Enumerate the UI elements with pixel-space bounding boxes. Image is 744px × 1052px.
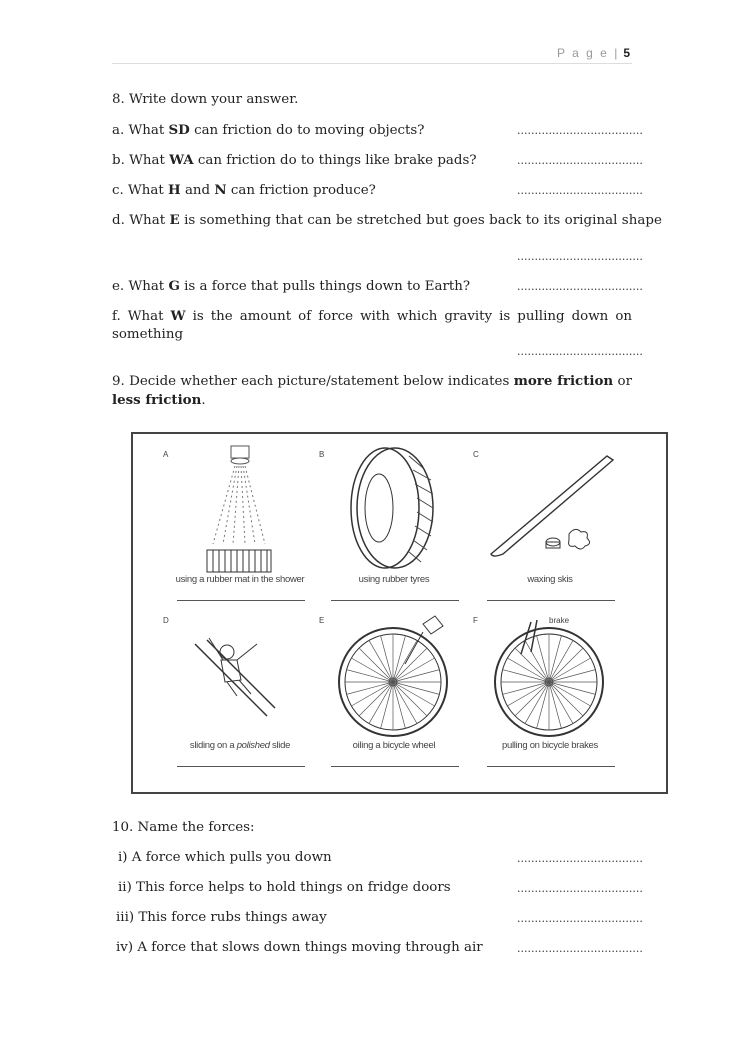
answer-blank-8d[interactable]: .................................... — [517, 250, 643, 263]
answer-blank-8c[interactable]: .................................... — [517, 184, 643, 197]
wheel-spoke — [503, 670, 549, 682]
panel-e-letter: E — [319, 616, 325, 625]
q8-item-b: b. What WA can friction do to things like brake pads? — [112, 152, 477, 168]
q10-title: 10. Name the forces: — [112, 820, 255, 835]
friction-pictures-figure — [131, 432, 668, 794]
wheel-spoke — [503, 682, 549, 694]
q10-item-ii: ii) This force helps to hold things on fridge doors — [118, 880, 451, 895]
panel-b-answer-line[interactable] — [331, 600, 459, 601]
panel-b-caption: using rubber tyres — [358, 574, 430, 585]
wheel-spoke — [537, 682, 549, 728]
page-number: 5 — [623, 46, 630, 60]
wheel-spoke — [381, 682, 393, 728]
panel-f-letter: F — [473, 616, 478, 625]
bicycle-brakes-illustration — [491, 614, 611, 740]
panel-f-answer-line[interactable] — [487, 766, 615, 767]
brake-label: brake — [549, 616, 570, 625]
wheel-spoke — [549, 682, 595, 694]
answer-blank-8e[interactable]: .................................... — [517, 280, 643, 293]
wheel-spoke — [347, 682, 393, 694]
panel-d-letter: D — [163, 616, 169, 625]
q10-item-iv: iv) A force that slows down things moving through air — [116, 940, 483, 955]
wheel-spoke — [393, 670, 439, 682]
panel-c-answer-line[interactable] — [487, 600, 615, 601]
answer-blank-8a[interactable]: .................................... — [517, 124, 643, 137]
answer-blank-10ii[interactable]: .................................... — [517, 882, 643, 895]
page-label: P a g e | — [557, 46, 620, 60]
q8-item-e: e. What G is a force that pulls things down to Earth? — [112, 278, 471, 294]
wheel-spoke — [347, 670, 393, 682]
page-header — [557, 46, 630, 60]
wheel-spoke — [393, 682, 405, 728]
panel-a-caption: using a rubber mat in the shower — [175, 574, 305, 585]
answer-blank-10i[interactable]: .................................... — [517, 852, 643, 865]
q10-item-i: i) A force which pulls you down — [118, 850, 332, 865]
oiling-bicycle-wheel-illustration — [335, 614, 455, 740]
answer-blank-8b[interactable]: .................................... — [517, 154, 643, 167]
wheel-spoke — [381, 636, 393, 682]
panel-d-caption: sliding on a polished slide — [189, 740, 291, 751]
rubber-tyre-illustration — [347, 446, 442, 576]
panel-d-answer-line[interactable] — [177, 766, 305, 767]
shower-mat-illustration — [193, 444, 293, 574]
panel-e-answer-line[interactable] — [331, 766, 459, 767]
answer-blank-10iv[interactable]: .................................... — [517, 942, 643, 955]
panel-f-caption: pulling on bicycle brakes — [501, 740, 598, 751]
panel-a-answer-line[interactable] — [177, 600, 305, 601]
q8-item-f: f. What W is the amount of force with which gravity is pulling down on something — [112, 308, 633, 342]
wheel-spoke — [393, 682, 439, 694]
panel-a-letter: A — [163, 450, 169, 459]
wheel-spoke — [393, 636, 405, 682]
wheel-spoke — [549, 636, 561, 682]
q9-instruction: 9. Decide whether each picture/statement below indicates more friction or less friction. — [112, 373, 632, 408]
wheel-spoke — [537, 636, 549, 682]
header-divider — [112, 63, 632, 64]
panel-c-caption: waxing skis — [527, 574, 573, 585]
waxing-skis-illustration — [487, 454, 617, 564]
panel-e-caption: oiling a bicycle wheel — [352, 740, 436, 751]
q8-item-c: c. What H and N can friction produce? — [112, 182, 376, 198]
answer-blank-8f[interactable]: .................................... — [517, 345, 643, 358]
panel-c-letter: C — [473, 450, 479, 459]
panel-b-letter: B — [319, 450, 325, 459]
polished-slide-illustration — [185, 624, 285, 724]
q10-item-iii: iii) This force rubs things away — [116, 910, 327, 925]
q8-title: 8. Write down your answer. — [112, 92, 299, 107]
answer-blank-10iii[interactable]: .................................... — [517, 912, 643, 925]
q8-item-d: d. What E is something that can be stretched but goes back to its original shape — [112, 212, 663, 228]
wheel-spoke — [549, 682, 561, 728]
q8-item-a: a. What SD can friction do to moving objects? — [112, 122, 425, 138]
wheel-spoke — [549, 670, 595, 682]
